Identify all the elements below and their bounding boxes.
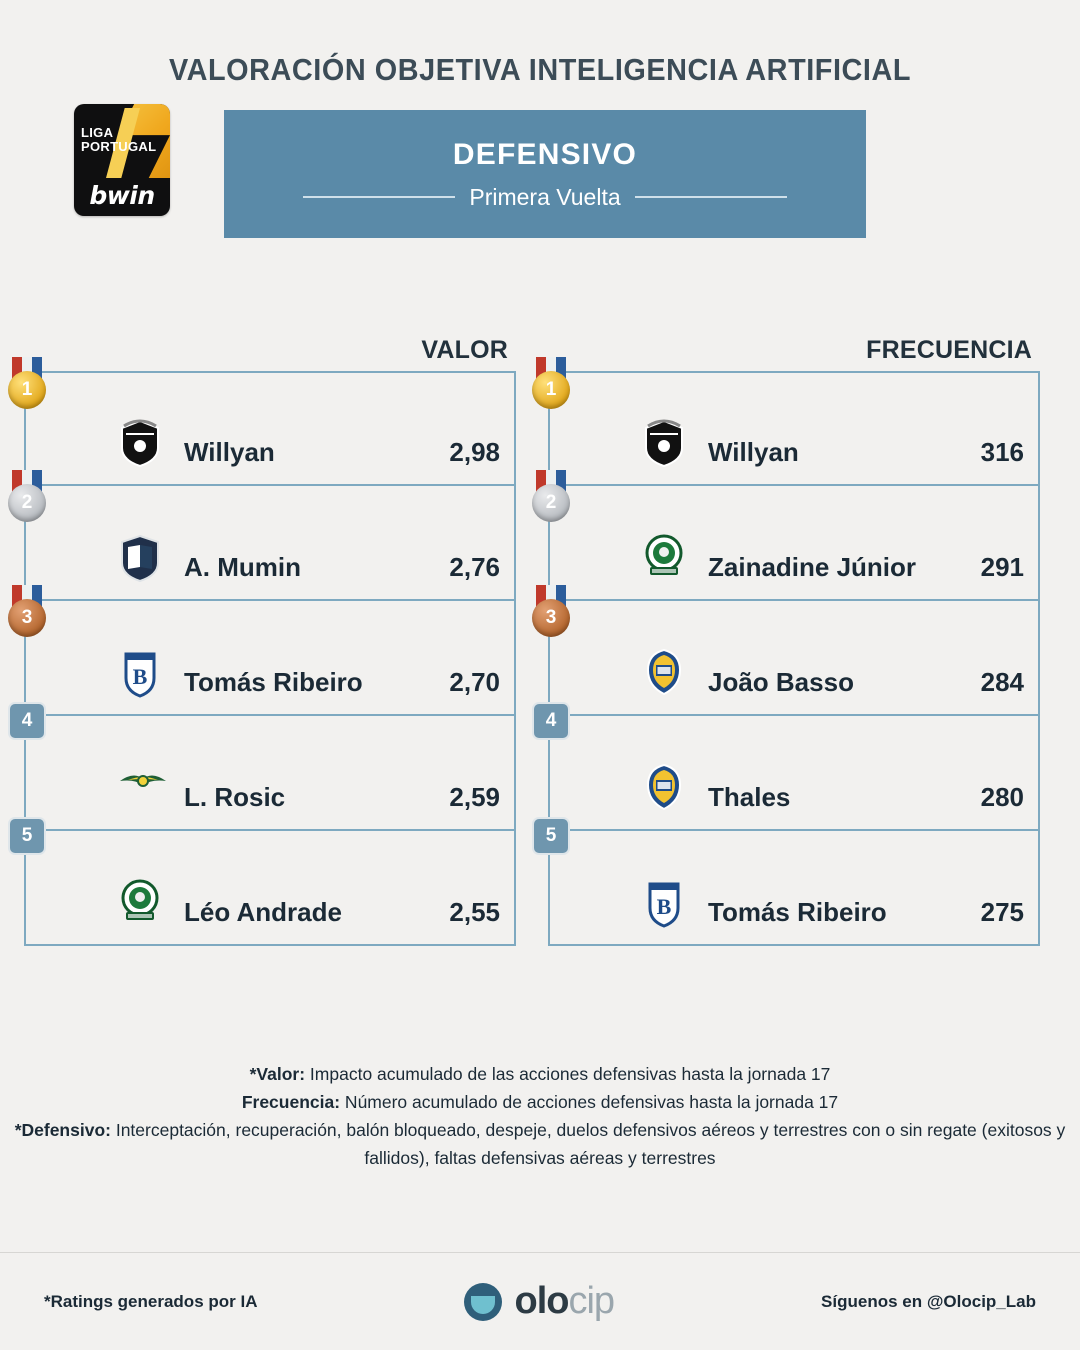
olocip-logo [464, 1280, 614, 1323]
category-banner [224, 110, 866, 238]
table-row [545, 710, 1040, 831]
player-value: 284 [980, 667, 1024, 697]
footer-divider [0, 1252, 1080, 1253]
player-name: João Basso [708, 667, 854, 697]
medal-icon-rank-3 [528, 585, 574, 647]
subtitle-row [224, 184, 866, 211]
divider-right [635, 196, 787, 198]
footnote-frecuencia-label: Frecuencia: [241, 1092, 341, 1112]
player-name: Tomás Ribeiro [184, 667, 363, 697]
olocip-wordmark [514, 1280, 614, 1323]
page-title: VALORACIÓN OBJETIVA INTELIGENCIA ARTIFICIAL [168, 52, 912, 87]
footnotes [0, 1060, 1080, 1172]
club-crest-icon [114, 878, 166, 928]
player-name: A. Mumin [184, 552, 301, 582]
player-value: 291 [980, 552, 1024, 582]
player-name: Léo Andrade [184, 897, 342, 927]
club-crest-icon [638, 418, 690, 468]
category-label: DEFENSIVO [452, 137, 638, 171]
table-row [545, 486, 1040, 601]
player-name: Willyan [708, 437, 799, 467]
footnote-frecuencia-text: Número acumulado de acciones defensivas hasta la jornada 17 [340, 1092, 839, 1112]
liga-portugal-bwin-logo [74, 104, 170, 216]
divider-left [303, 196, 455, 198]
column-heading-valor: VALOR [421, 336, 508, 364]
player-value: 316 [980, 437, 1024, 467]
player-value: 275 [980, 897, 1024, 927]
footnote-valor-text: Impacto acumulado de las acciones defensivas hasta la jornada 17 [305, 1064, 831, 1084]
player-name: Thales [708, 782, 791, 812]
club-crest-icon [638, 648, 690, 698]
footer [0, 1280, 1080, 1323]
medal-rank-number: 2 [532, 484, 570, 522]
club-crest-icon [114, 418, 166, 468]
logo-line1: LIGA [81, 125, 114, 140]
medal-rank-number: 2 [8, 484, 46, 522]
logo-line2: PORTUGAL [81, 139, 157, 154]
medal-icon-rank-1 [4, 357, 50, 419]
column-heading-frecuencia: FRECUENCIA [866, 336, 1032, 364]
footnote-defensivo-label: *Defensivo: [14, 1120, 111, 1140]
medal-rank-number: 3 [8, 599, 46, 637]
club-crest-icon [114, 763, 166, 813]
olocip-word-cip: cip [568, 1280, 615, 1322]
club-crest-icon [114, 533, 166, 583]
medal-rank-number: 1 [8, 371, 46, 409]
medal-rank-number: 1 [532, 371, 570, 409]
player-name: Willyan [184, 437, 275, 467]
footnote-valor-label: *Valor: [249, 1064, 306, 1084]
olocip-mark-icon [464, 1283, 502, 1321]
club-crest-icon [638, 878, 690, 928]
subtitle-label: Primera Vuelta [469, 183, 621, 210]
player-name: Zainadine Júnior [708, 552, 917, 582]
footer-right-text: Síguenos en @Olocip_Lab [821, 1291, 1036, 1311]
footer-left-text: *Ratings generados por IA [44, 1291, 258, 1311]
club-crest-icon [114, 648, 166, 698]
ranking-column-frecuencia [545, 336, 1040, 946]
medal-icon-rank-2 [528, 470, 574, 532]
rank-badge-5: 5 [532, 817, 570, 855]
club-crest-icon [638, 533, 690, 583]
rank-badge-5: 5 [8, 817, 46, 855]
table-row [21, 371, 516, 486]
table-row [545, 825, 1040, 946]
player-name: L. Rosic [184, 782, 286, 812]
club-crest-icon [638, 763, 690, 813]
player-value: 2,98 [449, 437, 500, 467]
medal-icon-rank-1 [528, 357, 574, 419]
footnote-defensivo [0, 1116, 1080, 1172]
table-row [21, 825, 516, 946]
player-value: 2,76 [449, 552, 500, 582]
logo-sponsor: bwin [89, 181, 155, 210]
player-value: 2,59 [449, 782, 500, 812]
table-row [21, 601, 516, 716]
player-name: Tomás Ribeiro [708, 897, 887, 927]
player-value: 2,70 [449, 667, 500, 697]
table-row [545, 601, 1040, 716]
footnote-frecuencia [0, 1088, 1080, 1116]
svg-text:B: B [656, 894, 672, 919]
footnote-valor [0, 1060, 1080, 1088]
olocip-word-lo: olo [514, 1280, 569, 1322]
footnote-defensivo-text: Interceptación, recuperación, balón bloqueado, despeje, duelos defensivos aéreos y terrestres con o sin regate (exitosos y fallidos), faltas defensivas aéreas y terrestres [110, 1120, 1066, 1168]
ranking-table-valor [21, 371, 516, 946]
ranking-column-valor [21, 336, 516, 946]
table-row [21, 486, 516, 601]
svg-text:B: B [132, 664, 148, 689]
medal-rank-number: 3 [532, 599, 570, 637]
ranking-table-frecuencia [545, 371, 1040, 946]
table-row [21, 710, 516, 831]
logo-league-text [81, 125, 157, 154]
rank-badge-4: 4 [532, 702, 570, 740]
medal-icon-rank-3 [4, 585, 50, 647]
rank-badge-4: 4 [8, 702, 46, 740]
table-row [545, 371, 1040, 486]
player-value: 280 [980, 782, 1024, 812]
medal-icon-rank-2 [4, 470, 50, 532]
player-value: 2,55 [449, 897, 500, 927]
